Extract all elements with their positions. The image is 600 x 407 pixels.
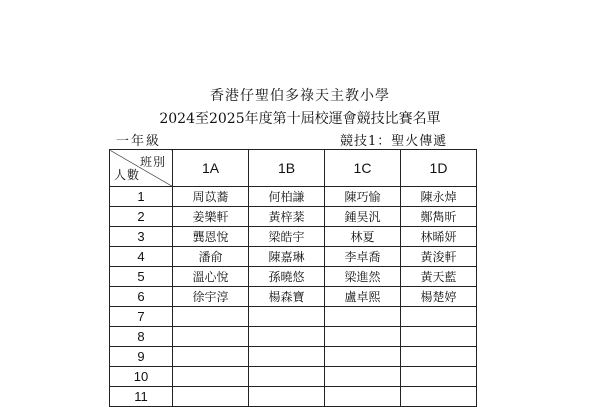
student-name-cell — [249, 307, 325, 327]
student-name-cell: 龔恩悅 — [173, 227, 249, 247]
student-name-cell — [325, 347, 401, 367]
student-name-cell: 黃浚軒 — [401, 247, 477, 267]
student-name-cell: 徐宇淳 — [173, 287, 249, 307]
table-row — [110, 387, 477, 407]
student-name-cell — [173, 367, 249, 387]
student-name-cell — [249, 347, 325, 367]
row-number: 11 — [110, 387, 173, 407]
student-name-cell: 楊森寶 — [249, 287, 325, 307]
student-name-cell — [173, 327, 249, 347]
table-row — [110, 207, 477, 227]
column-header-1b: 1B — [249, 150, 325, 187]
table-row — [110, 227, 477, 247]
row-number: 5 — [110, 267, 173, 287]
row-number: 2 — [110, 207, 173, 227]
student-name-cell: 李卓喬 — [325, 247, 401, 267]
student-name-cell: 梁進然 — [325, 267, 401, 287]
student-name-cell: 林夏 — [325, 227, 401, 247]
student-name-cell — [173, 387, 249, 407]
student-name-cell — [401, 307, 477, 327]
school-name: 香港仔聖伯多祿天主教小學 — [210, 88, 390, 104]
student-name-cell: 梁皓宇 — [249, 227, 325, 247]
student-name-cell: 姜樂軒 — [173, 207, 249, 227]
student-name-cell — [173, 347, 249, 367]
student-name-cell — [401, 367, 477, 387]
student-name-cell — [325, 327, 401, 347]
row-number: 9 — [110, 347, 173, 367]
column-header-1a: 1A — [173, 150, 249, 187]
headcount-header-label: 人數 — [114, 168, 141, 182]
corner-cell — [110, 150, 173, 187]
student-name-cell: 陳嘉琳 — [249, 247, 325, 267]
table-row — [110, 287, 477, 307]
class-header-label: 班別 — [139, 155, 166, 169]
table-row — [110, 307, 477, 327]
student-name-cell — [249, 367, 325, 387]
table-row — [110, 247, 477, 267]
student-name-cell: 鄭雋昕 — [401, 207, 477, 227]
roster-table — [109, 149, 477, 407]
table-row — [110, 187, 477, 207]
student-name-cell — [401, 387, 477, 407]
student-name-cell: 陳巧愉 — [325, 187, 401, 207]
row-number: 4 — [110, 247, 173, 267]
row-number: 7 — [110, 307, 173, 327]
student-name-cell: 盧卓熙 — [325, 287, 401, 307]
table-row — [110, 347, 477, 367]
student-name-cell: 黃天藍 — [401, 267, 477, 287]
column-header-1c: 1C — [325, 150, 401, 187]
competition-label: 競技1：聖火傳遞 — [340, 134, 448, 149]
student-name-cell: 何柏謙 — [249, 187, 325, 207]
table-row — [110, 327, 477, 347]
student-name-cell — [325, 307, 401, 327]
row-number: 6 — [110, 287, 173, 307]
row-number: 1 — [110, 187, 173, 207]
student-name-cell: 潘俞 — [173, 247, 249, 267]
row-number: 10 — [110, 367, 173, 387]
student-name-cell: 黃梓棻 — [249, 207, 325, 227]
student-name-cell: 鍾昊汎 — [325, 207, 401, 227]
student-name-cell: 周苡蕎 — [173, 187, 249, 207]
column-header-1d: 1D — [401, 150, 477, 187]
student-name-cell — [249, 387, 325, 407]
student-name-cell — [325, 367, 401, 387]
student-name-cell — [401, 347, 477, 367]
header-row — [110, 150, 477, 187]
student-name-cell: 孫曉悠 — [249, 267, 325, 287]
student-name-cell — [173, 307, 249, 327]
row-number: 3 — [110, 227, 173, 247]
student-name-cell: 楊楚婷 — [401, 287, 477, 307]
row-number: 8 — [110, 327, 173, 347]
student-name-cell — [401, 327, 477, 347]
student-name-cell: 溫心悅 — [173, 267, 249, 287]
student-name-cell — [325, 387, 401, 407]
table-row — [110, 267, 477, 287]
table-row — [110, 367, 477, 387]
student-name-cell: 林晞妍 — [401, 227, 477, 247]
student-name-cell — [249, 327, 325, 347]
student-name-cell: 陳永焯 — [401, 187, 477, 207]
event-title: 2024至2025年度第十屆校運會競技比賽名單 — [159, 111, 441, 127]
grade-label: 一年級 — [116, 134, 162, 149]
